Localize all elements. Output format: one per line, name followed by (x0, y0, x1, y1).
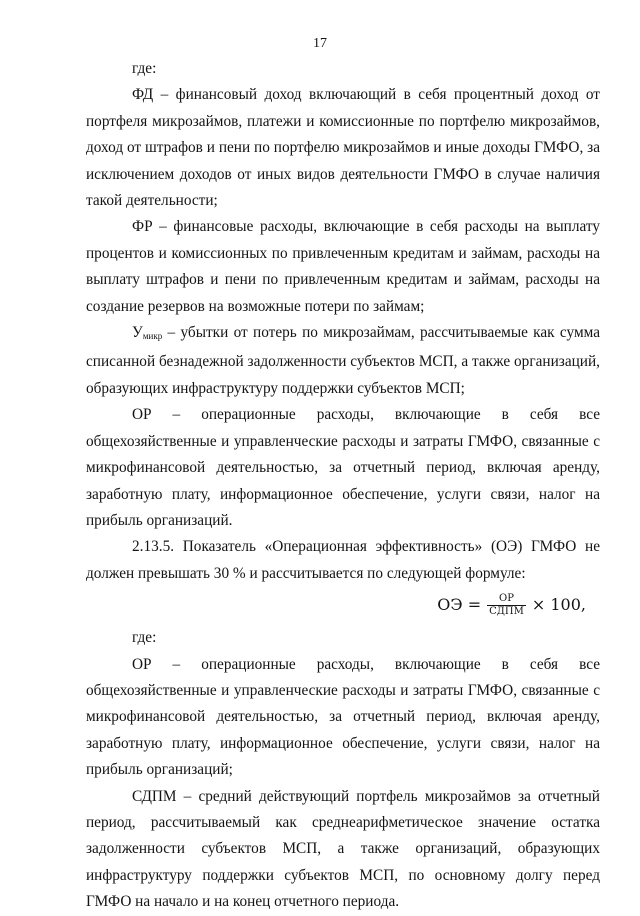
u-definition-text: – убытки от потерь по микрозаймам, рассчитываемые как сумма списанной безнадежной задолженности субъектов МСП, а также организаций, образующих инфраструктуру поддержки субъектов МСП; (86, 324, 600, 397)
definition-or: ОР – операционные расходы, включающие в себя все общехозяйственные и управленческие расходы и затраты ГМФО, связанные с микрофинансовой деятельностью, за отчетный период, включая аренду, заработную плату, информационное обеспечение, услуги связи, налог на прибыль организаций. (86, 406, 600, 529)
u-subscript: микр (142, 331, 163, 342)
formula-rhs: × 100, (531, 594, 586, 614)
document-body (86, 56, 600, 916)
definition-sdpm: СДПМ – средний действующий портфель микрозаймов за отчетный период, рассчитываемый как среднеарифметическое значение остатка задолженности субъектов МСП, а также организаций, образующих инфраструктуру поддержки субъектов МСП, по основному долгу перед ГМФО на начало и на конец отчетного периода. (86, 787, 600, 911)
formula-lhs: ОЭ = (437, 594, 482, 614)
definition-or-2: ОР – операционные расходы, включающие в себя все общехозяйственные и управленческие расходы и затраты ГМФО, связанные с микрофинансовой деятельностью, за отчетный период, включая аренду, заработную плату, информационное обеспечение, услуги связи, налог на прибыль организаций; (86, 655, 600, 779)
definition-u-micro (86, 320, 600, 402)
page-number: 17 (313, 36, 327, 51)
where-label-2: где: (132, 629, 157, 647)
formula-fraction (487, 593, 526, 618)
definition-fr: ФР – финансовые расходы, включающие в себя расходы на выплату процентов и комиссионных по привлеченным кредитам и займам, расходы на выплату штрафов и пени по привлеченным кредитам и займам, расходы на создание резервов на возможные потери по займам; (86, 218, 600, 315)
formula-oe (86, 585, 600, 625)
clause-2-13-5: 2.13.5. Показатель «Операционная эффективность» (ОЭ) ГМФО не должен превышать 30 % и рассчитывается по следующей формуле: (86, 538, 600, 582)
formula-numerator: ОР (499, 592, 514, 604)
definition-fd: ФД – финансовый доход включающий в себя процентный доход от портфеля микрозаймов, платежи и комиссионные по портфелю микрозаймов, доход от штрафов и пени по портфелю микрозаймов и иные доходы ГМФО, за исключением доходов от иных видов деятельности ГМФО в случае наличия такой деятельности; (86, 86, 600, 210)
u-symbol: У (132, 324, 143, 342)
formula-denominator: СДПМ (489, 605, 524, 617)
where-label: где: (132, 60, 157, 77)
